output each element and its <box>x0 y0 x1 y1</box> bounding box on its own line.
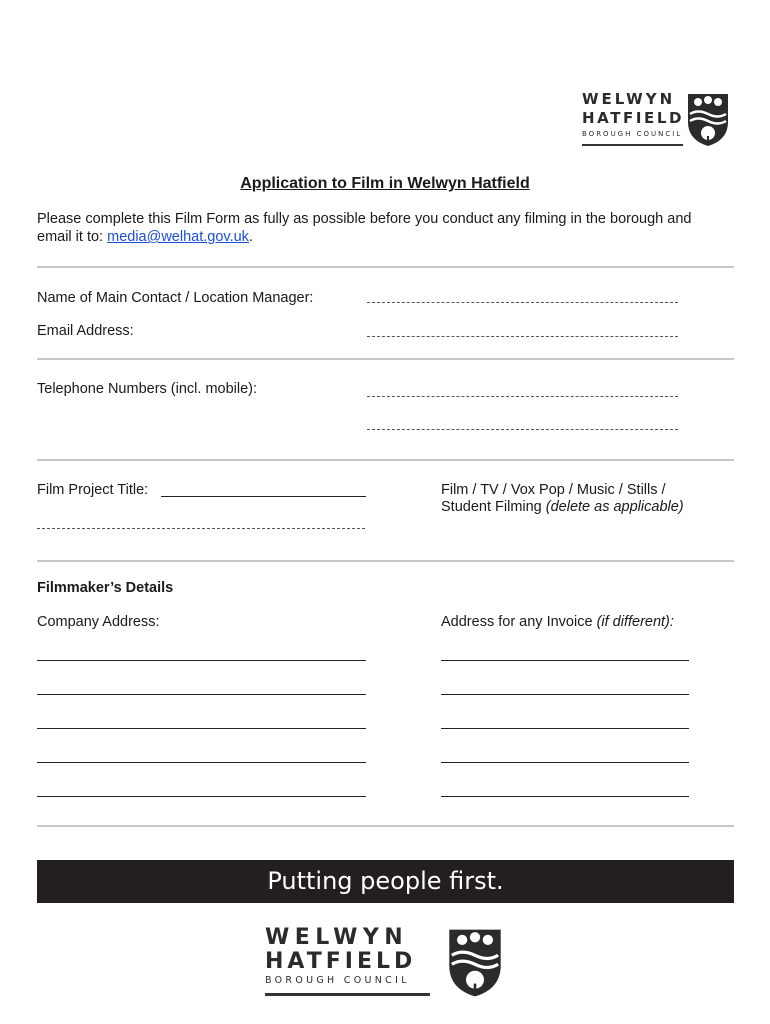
section-divider <box>37 825 734 827</box>
company-address-line-1[interactable] <box>37 660 366 661</box>
section-divider <box>37 266 734 268</box>
logo-line-borough-council: BOROUGH COUNCIL <box>265 975 410 986</box>
intro-paragraph <box>37 210 727 246</box>
invoice-address-line-4[interactable] <box>441 762 689 763</box>
invoice-address-line-5[interactable] <box>441 796 689 797</box>
invoice-address-line-2[interactable] <box>441 694 689 695</box>
company-address-line-2[interactable] <box>37 694 366 695</box>
company-address-line-4[interactable] <box>37 762 366 763</box>
logo-line-welwyn: WELWYN <box>265 925 409 950</box>
invoice-label-text: Address for any Invoice <box>441 614 593 630</box>
council-crest-icon <box>443 927 507 999</box>
film-type-note: (delete as applicable) <box>545 499 684 515</box>
email-address-label: Email Address: <box>37 323 134 339</box>
contact-name-label: Name of Main Contact / Location Manager: <box>37 290 314 306</box>
intro-end: . <box>248 229 253 245</box>
logo-line-welwyn: WELWYN <box>582 90 676 108</box>
page-title: Application to Film in Welwyn Hatfield <box>240 175 530 192</box>
project-title-field-2[interactable] <box>37 528 365 529</box>
filmmaker-details-heading: Filmmaker’s Details <box>37 580 174 596</box>
section-divider <box>37 358 734 360</box>
company-address-line-3[interactable] <box>37 728 366 729</box>
header-logo <box>582 90 732 152</box>
invoice-address-label <box>441 614 674 630</box>
section-divider <box>37 560 734 562</box>
logo-underline <box>582 144 683 146</box>
intro-text: Please complete this Film Form as fully as possible before you conduct any filming in the borough and email it to: <box>37 211 692 245</box>
email-address-field[interactable] <box>367 336 678 337</box>
email-link[interactable]: media@welhat.gov.uk <box>107 229 249 245</box>
film-type-line-1: Film / TV / Vox Pop / Music / Stills / <box>441 482 666 498</box>
logo-line-hatfield: HATFIELD <box>582 109 685 127</box>
slogan-banner: Putting people first. <box>37 860 734 903</box>
invoice-address-line-1[interactable] <box>441 660 689 661</box>
contact-name-field[interactable] <box>367 302 678 303</box>
section-divider <box>37 459 734 461</box>
invoice-note: (if different): <box>596 614 674 630</box>
film-type-line-2 <box>441 499 684 515</box>
invoice-address-line-3[interactable] <box>441 728 689 729</box>
logo-line-hatfield: HATFIELD <box>265 949 417 974</box>
telephone-field-1[interactable] <box>367 396 678 397</box>
company-address-line-5[interactable] <box>37 796 366 797</box>
logo-underline <box>265 993 430 996</box>
project-title-label: Film Project Title: <box>37 482 149 498</box>
telephone-label: Telephone Numbers (incl. mobile): <box>37 381 258 397</box>
footer-logo <box>265 925 510 1000</box>
logo-line-borough-council: BOROUGH COUNCIL <box>582 130 683 138</box>
telephone-field-2[interactable] <box>367 429 678 430</box>
council-crest-icon <box>686 92 730 148</box>
film-type-student: Student Filming <box>441 499 542 515</box>
company-address-label: Company Address: <box>37 614 160 630</box>
project-title-field[interactable] <box>161 496 366 497</box>
